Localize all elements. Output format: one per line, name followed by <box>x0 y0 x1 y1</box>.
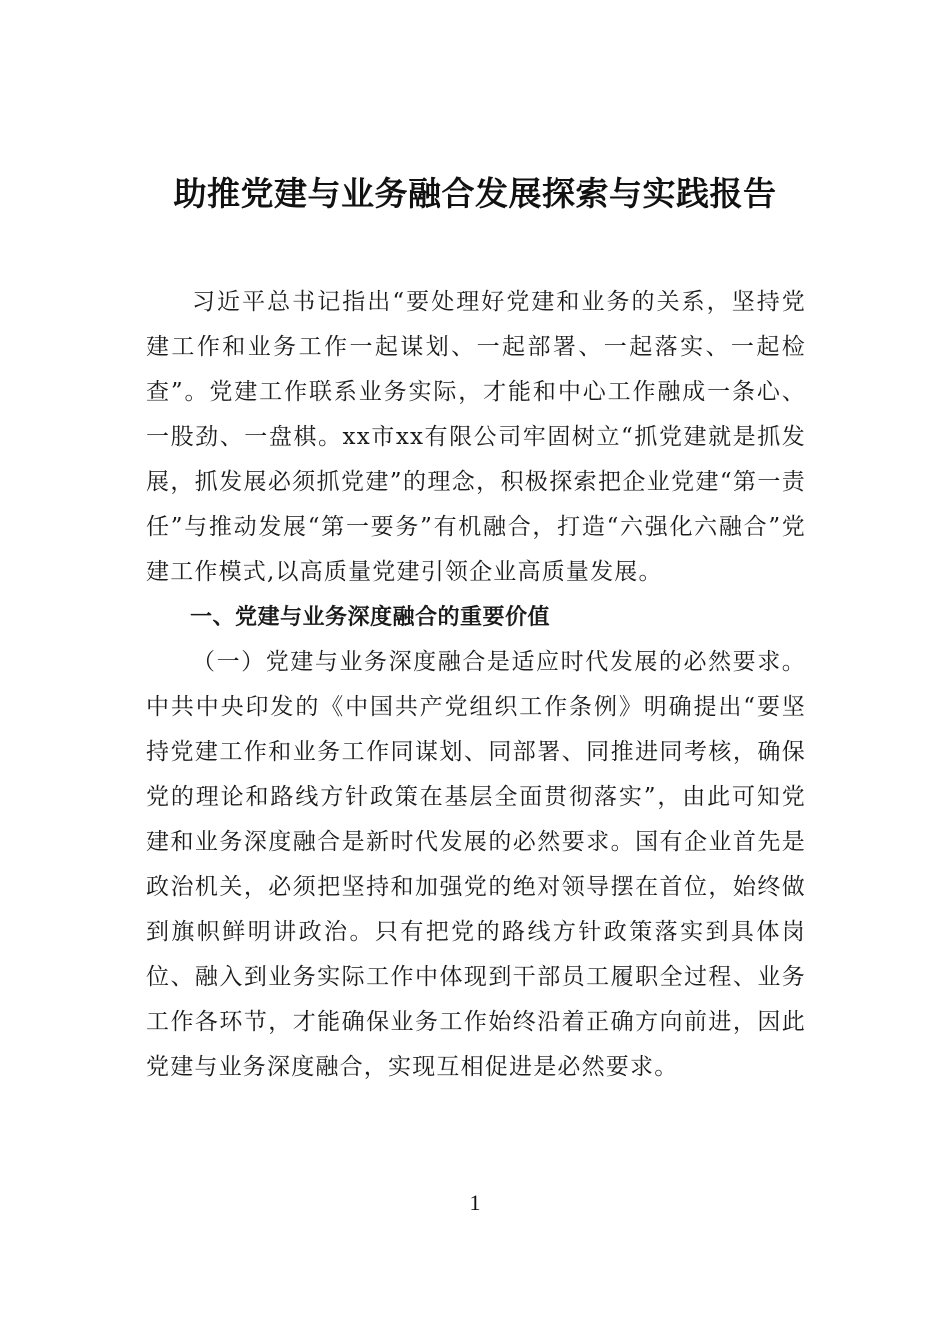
document-body <box>146 280 806 1090</box>
document-title: 助推党建与业务融合发展探索与实践报告 <box>173 174 777 213</box>
section-heading: 一、党建与业务深度融合的重要价值 <box>190 605 551 630</box>
section-paragraph: （一）党建与业务深度融合是适应时代发展的必然要求。中共中央印发的《中国共产党组织工作条例》明确提出“要坚持党建工作和业务工作同谋划、同部署、同推进同考核，确保党的理论和路线方针政策在基层全面贯彻落实”，由此可知党建和业务深度融合是新时代发展的必然要求。国有企业首先是政治机关，必须把坚持和加强党的绝对领导摆在首位，始终做到旗帜鲜明讲政治。只有把党的路线方针政策落实到具体岗位、融入到业务实际工作中体现到干部员工履职全过程、业务工作各环节，才能确保业务工作始终沿着正确方向前进，因此党建与业务深度融合，实现互相促进是必然要求。 <box>146 649 806 1080</box>
page-number: 1 <box>469 1190 481 1215</box>
intro-paragraph: 习近平总书记指出“要处理好党建和业务的关系，坚持党建工作和业务工作一起谋划、一起部署、一起落实、一起检查”。党建工作联系业务实际，才能和中心工作融成一条心、一股劲、一盘棋。xx市xx有限公司牢固树立“抓党建就是抓发展，抓发展必须抓党建”的理念，积极探索把企业党建“第一责任”与推动发展“第一要务”有机融合，打造“六强化六融合”党建工作模式,以高质量党建引领企业高质量发展。 <box>146 289 806 585</box>
